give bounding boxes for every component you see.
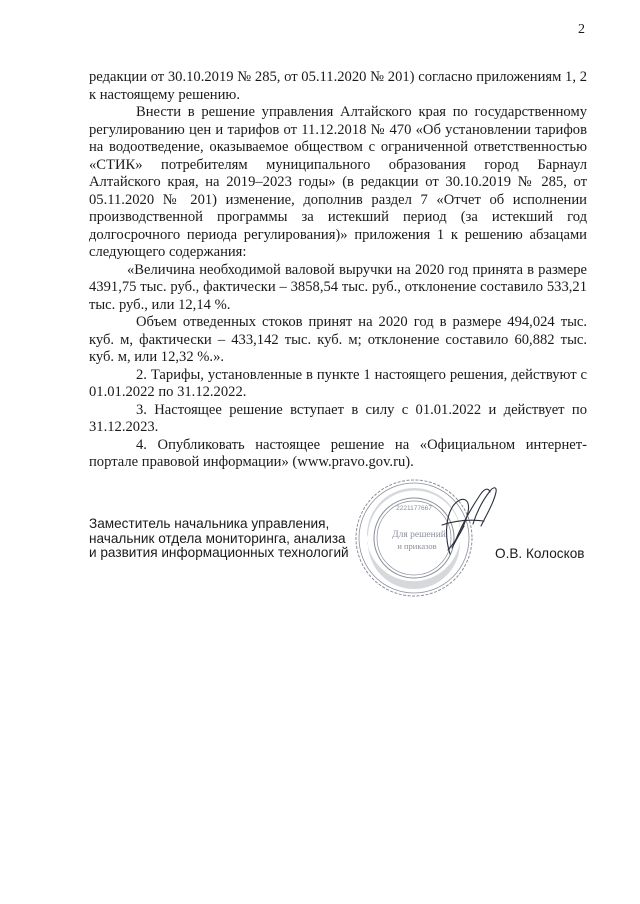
- signer-position-title: [89, 517, 349, 561]
- document-body: [89, 69, 587, 472]
- paragraph-revenue: «Величина необходимой валовой выручки на 2020 год принята в размере 4391,75 тыс. руб., фактически – 3858,54 тыс. руб., отклонение составило 533,21 тыс. руб., или 12,14 %.: [89, 261, 587, 313]
- paragraph-wastewater-volume: Объем отведенных стоков принят на 2020 год в размере 494,024 тыс. куб. м, фактически – 433,142 тыс. куб. м; отклонение составило 60,882 тыс. куб. м, или 12,32 %.».: [89, 314, 587, 365]
- stamp-top-digits: 2221177667: [396, 505, 432, 512]
- paragraph-continuation: редакции от 30.10.2019 № 285, от 05.11.2020 № 201) согласно приложениям 1, 2 к настоящему решению.: [89, 69, 587, 103]
- paragraph-item-3: 3. Настоящее решение вступает в силу с 01.01.2022 и действует по 31.12.2023.: [89, 401, 587, 435]
- paragraph-amendment: Внести в решение управления Алтайского края по государственному регулированию цен и тарифов от 11.12.2018 № 470 «Об установлении тарифов на водоотведение, оказываемое обществом с ограниченной ответственностью «СТИК» потребителям муниципального образования город Барнаул Алтайского края, на 2019–2023 годы» (в редакции от 30.10.2019 № 285, от 05.11.2020 № 201) изменение, дополнив раздел 7 «Отчет об исполнении производственной программы за истекший период (за истекший год долгосрочного периода регулирования)» приложения 1 к решению абзацами следующего содержания:: [89, 104, 587, 260]
- signer-title-line: Заместитель начальника управления,: [89, 516, 330, 531]
- page-number: 2: [578, 22, 585, 37]
- paragraph-item-2: 2. Тарифы, установленные в пункте 1 настоящего решения, действуют с 01.01.2022 по 31.12.2022.: [89, 366, 587, 400]
- stamp-inner-text-2: и приказов: [397, 541, 437, 551]
- signature-block: [89, 517, 589, 607]
- signer-title-line: начальник отдела мониторинга, анализа: [89, 530, 346, 546]
- stamp-inner-text-1: Для решений: [392, 530, 446, 540]
- paragraph-item-4: 4. Опубликовать настоящее решение на «Официальном интернет-портале правовой информации» (www.pravo.gov.ru).: [89, 436, 587, 470]
- signer-title-line: и развития информационных технологий: [89, 545, 349, 561]
- signer-name: О.В. Колосков: [495, 546, 585, 561]
